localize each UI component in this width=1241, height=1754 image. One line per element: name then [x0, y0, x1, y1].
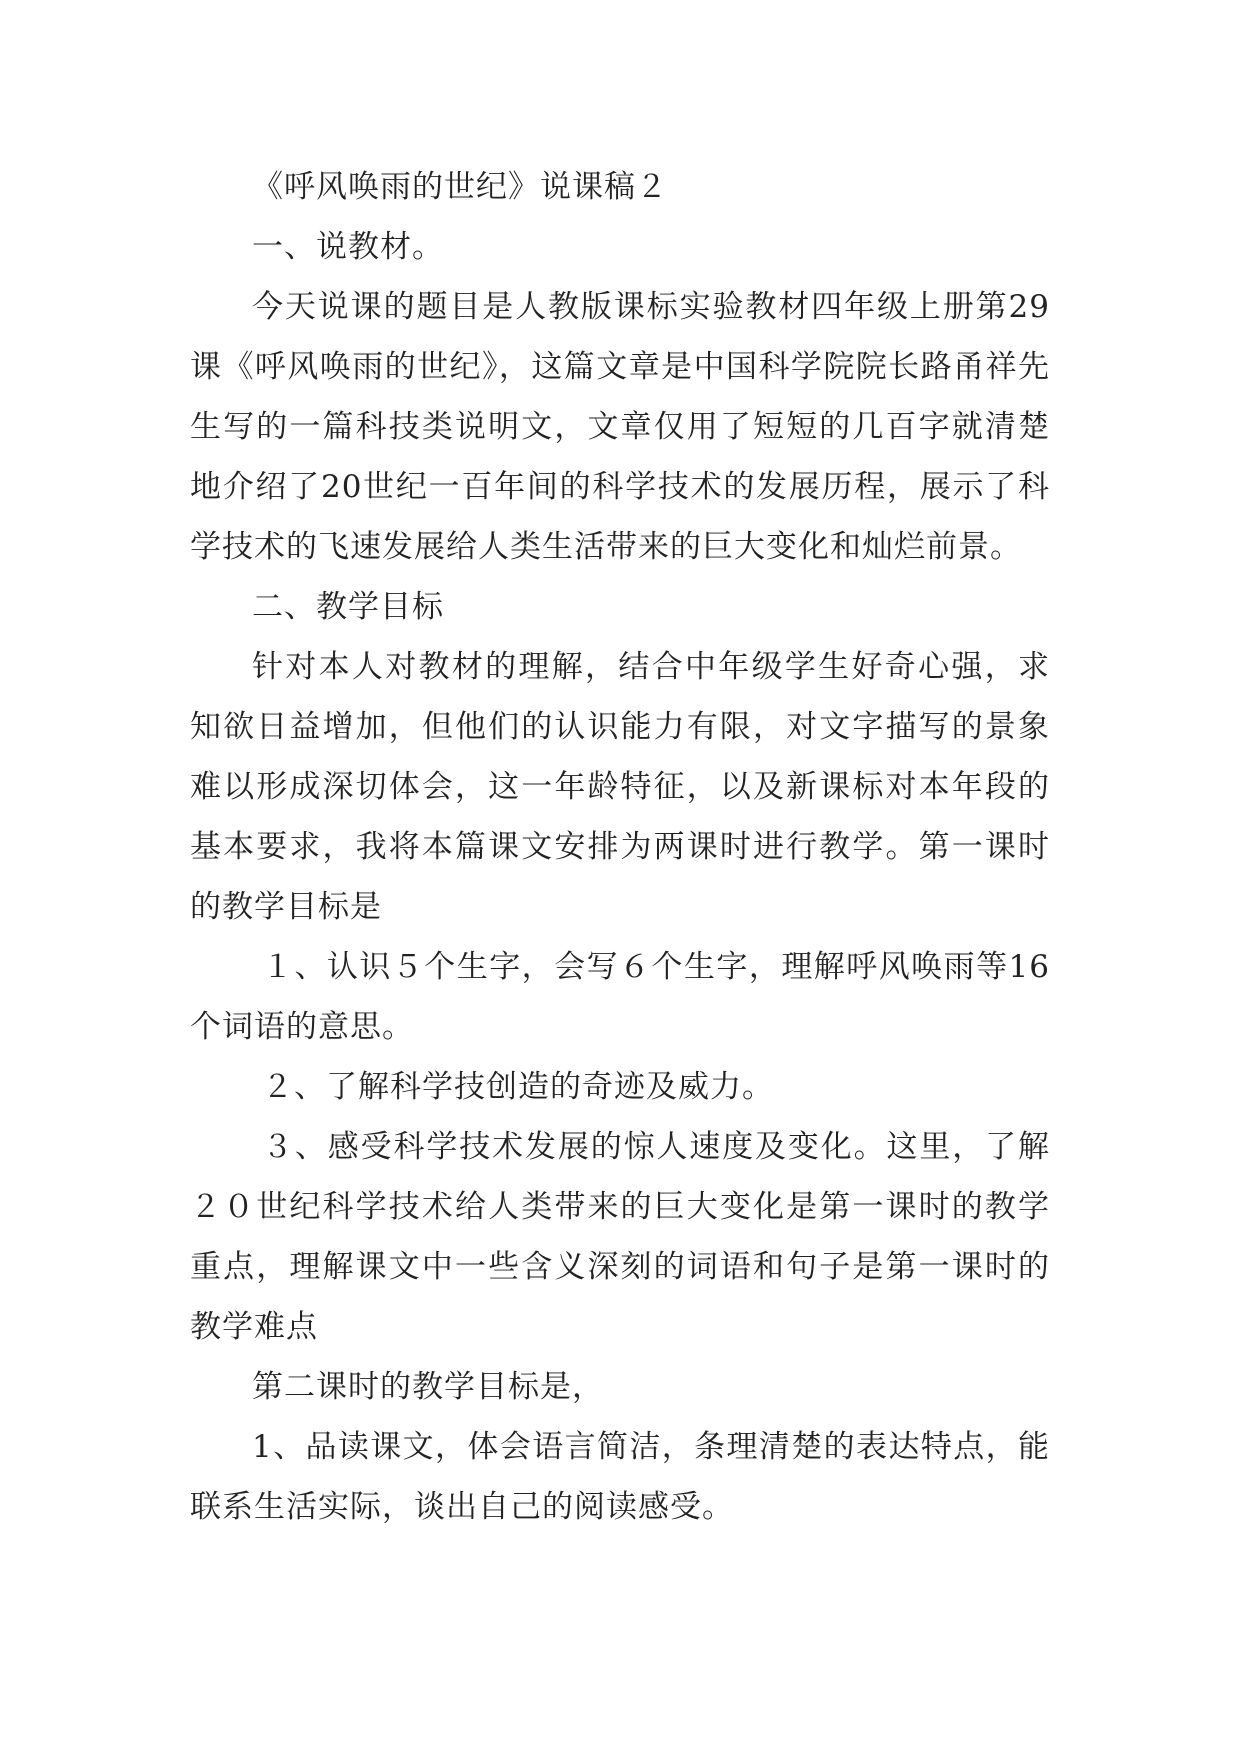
list-item-goal-3: ３、感受科学技术发展的惊人速度及变化。这里，了解２０世纪科学技术给人类带来的巨大变化是第一课时的教学重点，理解课文中一些含义深刻的词语和句子是第一课时的教学难点	[190, 1129, 1050, 1345]
section-heading-textbook: 一、说教材。	[252, 229, 444, 265]
list-item-second-goal-1: 1、品读课文，体会语言简洁，条理清楚的表达特点，能联系生活实际，谈出自己的阅读感受。	[190, 1429, 1050, 1525]
document-title: 《呼风唤雨的世纪》说课稿２	[252, 169, 668, 205]
section-heading-teaching-goals: 二、教学目标	[252, 589, 444, 625]
list-item-goal-1: １、认识５个生字，会写６个生字，理解呼风唤雨等16个词语的意思。	[190, 949, 1050, 1045]
paragraph-textbook-intro: 今天说课的题目是人教版课标实验教材四年级上册第29课《呼风唤雨的世纪》，这篇文章是中国科学院院长路甬祥先生写的一篇科技类说明文，文章仅用了短短的几百字就清楚地介绍了20世纪一百年间的科学技术的发展历程，展示了科学技术的飞速发展给人类生活带来的巨大变化和灿烂前景。	[190, 289, 1050, 565]
document-body	[190, 157, 1050, 1537]
paragraph-teaching-plan: 针对本人对教材的理解，结合中年级学生好奇心强，求知欲日益增加，但他们的认识能力有限，对文字描写的景象难以形成深切体会，这一年龄特征，以及新课标对本年段的基本要求，我将本篇课文安排为两课时进行教学。第一课时的教学目标是	[190, 649, 1050, 925]
paragraph-second-lesson-goals: 第二课时的教学目标是，	[252, 1369, 604, 1405]
list-item-goal-2: ２、了解科学技创造的奇迹及威力。	[262, 1069, 774, 1105]
